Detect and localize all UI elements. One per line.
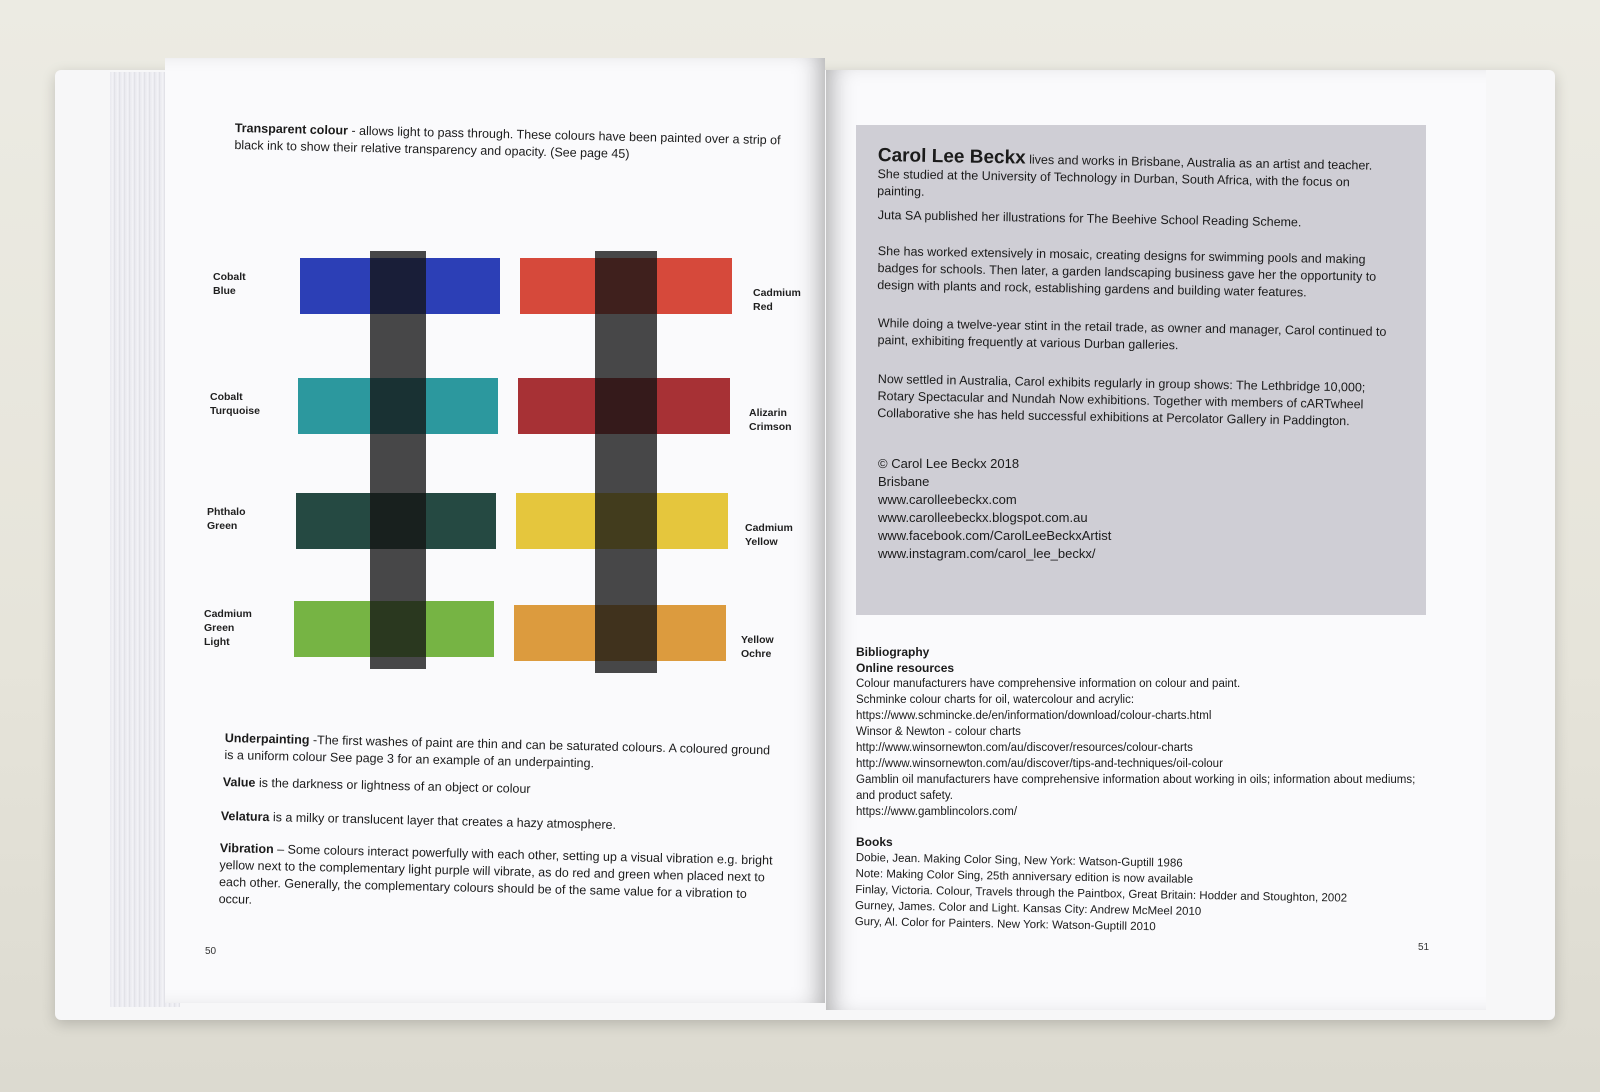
term-underpainting: Underpainting [224,730,310,747]
author-name: Carol Lee Beckx [877,145,1026,169]
bio-text-1: lives and works in Brisbane, Australia as an artist and teacher. She studied at the University of Technology in Durban, South Africa, with the focus on painting. [877,152,1373,199]
facebook-link[interactable]: www.facebook.com/CarolLeeBeckxArtist [878,528,1112,543]
vibration-text: – Some colours interact powerfully with each other, setting up a visual vibration e.g. bright yellow next to the complementary light purple will vibrate, as do red and green when placed next to each other. Generally, the complementary colours should be of the same value for a vibration to occur. [218,842,773,907]
value-text: is the darkness or lightness of an object or colour [255,775,531,796]
copyright-line: © Carol Lee Beckx 2018 [878,456,1020,471]
swatch-label-left-1: Cobalt Turquoise [210,391,260,417]
term-transparent-colour: Transparent colour [234,120,349,138]
online-resource-line: Winsor & Newton - colour charts [856,726,1021,738]
bio-paragraph-1 [877,147,1398,209]
underpainting-text: -The first washes of paint are thin and can be saturated colours. A coloured ground is a uniform colour See page 3 for an example of an underpainting. [224,732,771,771]
bio-paragraph-2: Juta SA published her illustrations for The Beehive School Reading Scheme. [877,207,1302,230]
velatura-paragraph [221,808,771,837]
instagram-link[interactable]: www.instagram.com/carol_lee_beckx/ [878,546,1096,561]
online-resource-line[interactable]: http://www.winsornewton.com/au/discover/tips-and-techniques/oil-colour [856,758,1223,770]
term-velatura: Velatura [220,808,270,825]
website-link[interactable]: www.carolleebeckx.com [878,492,1017,507]
page-number-51: 51 [1418,942,1430,953]
bio-paragraph-5: Now settled in Australia, Carol exhibits regularly in group shows: The Lethbridge 10,000; Rotary Spectacular and Nundah Now exhibitions. Together with members of cARTwheel Collaborative she has held successful exhibitions at Percolator Gallery in Paddington. [877,371,1366,429]
swatch-label-right-1: Alizarin Crimson [749,407,792,433]
transparent-colour-text: - allows light to pass through. These colours have been painted over a strip of black ink to show their relative transparency and opacity. (See page 45) [234,123,781,161]
online-resource-line[interactable]: http://www.winsornewton.com/au/discover/resources/colour-charts [856,742,1193,754]
book-line: Note: Making Color Sing, 25th anniversary edition is now available [855,867,1194,886]
velatura-text: is a milky or translucent layer that creates a hazy atmosphere. [269,810,617,832]
online-resource-line: and product safety. [856,790,953,802]
transparent-colour-paragraph [234,120,795,167]
left-page [165,58,825,1003]
city-line: Brisbane [878,474,930,489]
swatch-label-right-3: Yellow Ochre [741,634,774,660]
contact-block [878,455,1278,563]
blog-link[interactable]: www.carolleebeckx.blogspot.com.au [878,510,1088,525]
swatch-label-left-2: Phthalo Green [207,506,246,532]
book-line: Finlay, Victoria. Colour, Travels through the Paintbox, Great Britain: Hodder and Stoughton, 2002 [855,883,1348,905]
online-resource-line: Colour manufacturers have comprehensive information on colour and paint. [856,678,1241,690]
vibration-paragraph [218,840,774,921]
bibliography-heading: Bibliography [856,645,930,659]
bio-paragraph-3: She has worked extensively in mosaic, creating designs for swimming pools and making badges for schools. Then later, a garden landscaping business gave her the opportunity to design with plants and rock, establishing gardens and building water features. [877,243,1377,300]
term-value: Value [222,774,256,790]
value-paragraph [223,774,773,803]
black-ink-strip-left [370,251,426,669]
book-line: Gurney, James. Color and Light. Kansas City: Andrew McMeel 2010 [854,899,1202,919]
book-line: Gury, Al. Color for Painters. New York: Watson-Guptill 2010 [854,915,1156,934]
books-list [855,850,1456,940]
online-resources-list [856,676,1456,820]
black-ink-strip-right [595,251,657,673]
author-bio-box [856,125,1426,615]
swatch-label-right-0: Cadmium Red [753,287,801,313]
books-heading: Books [856,835,893,849]
page-number-50: 50 [205,946,217,957]
right-page [826,70,1486,1010]
online-resources-heading: Online resources [856,661,955,675]
bibliography-section [854,644,1456,934]
book-line: Dobie, Jean. Making Color Sing, New York: Watson-Guptill 1986 [855,851,1183,870]
swatch-label-left-0: Cobalt Blue [213,271,246,297]
swatch-label-left-3: Cadmium Green Light [204,608,252,648]
swatch-label-right-2: Cadmium Yellow [745,522,793,548]
online-resource-line[interactable]: https://www.schmincke.de/en/information/download/colour-charts.html [856,710,1212,722]
term-vibration: Vibration [219,840,274,857]
online-resource-line[interactable]: https://www.gamblincolors.com/ [856,806,1018,818]
bio-paragraph-4: While doing a twelve-year stint in the retail trade, as owner and manager, Carol continued to paint, exhibiting frequently at various Durban galleries. [877,315,1387,353]
online-resource-line: Schminke colour charts for oil, watercolour and acrylic: [856,694,1135,706]
online-resource-line: Gamblin oil manufacturers have comprehensive information about working in oils; information about mediums; [856,774,1416,786]
transparency-swatch-chart [204,243,801,763]
